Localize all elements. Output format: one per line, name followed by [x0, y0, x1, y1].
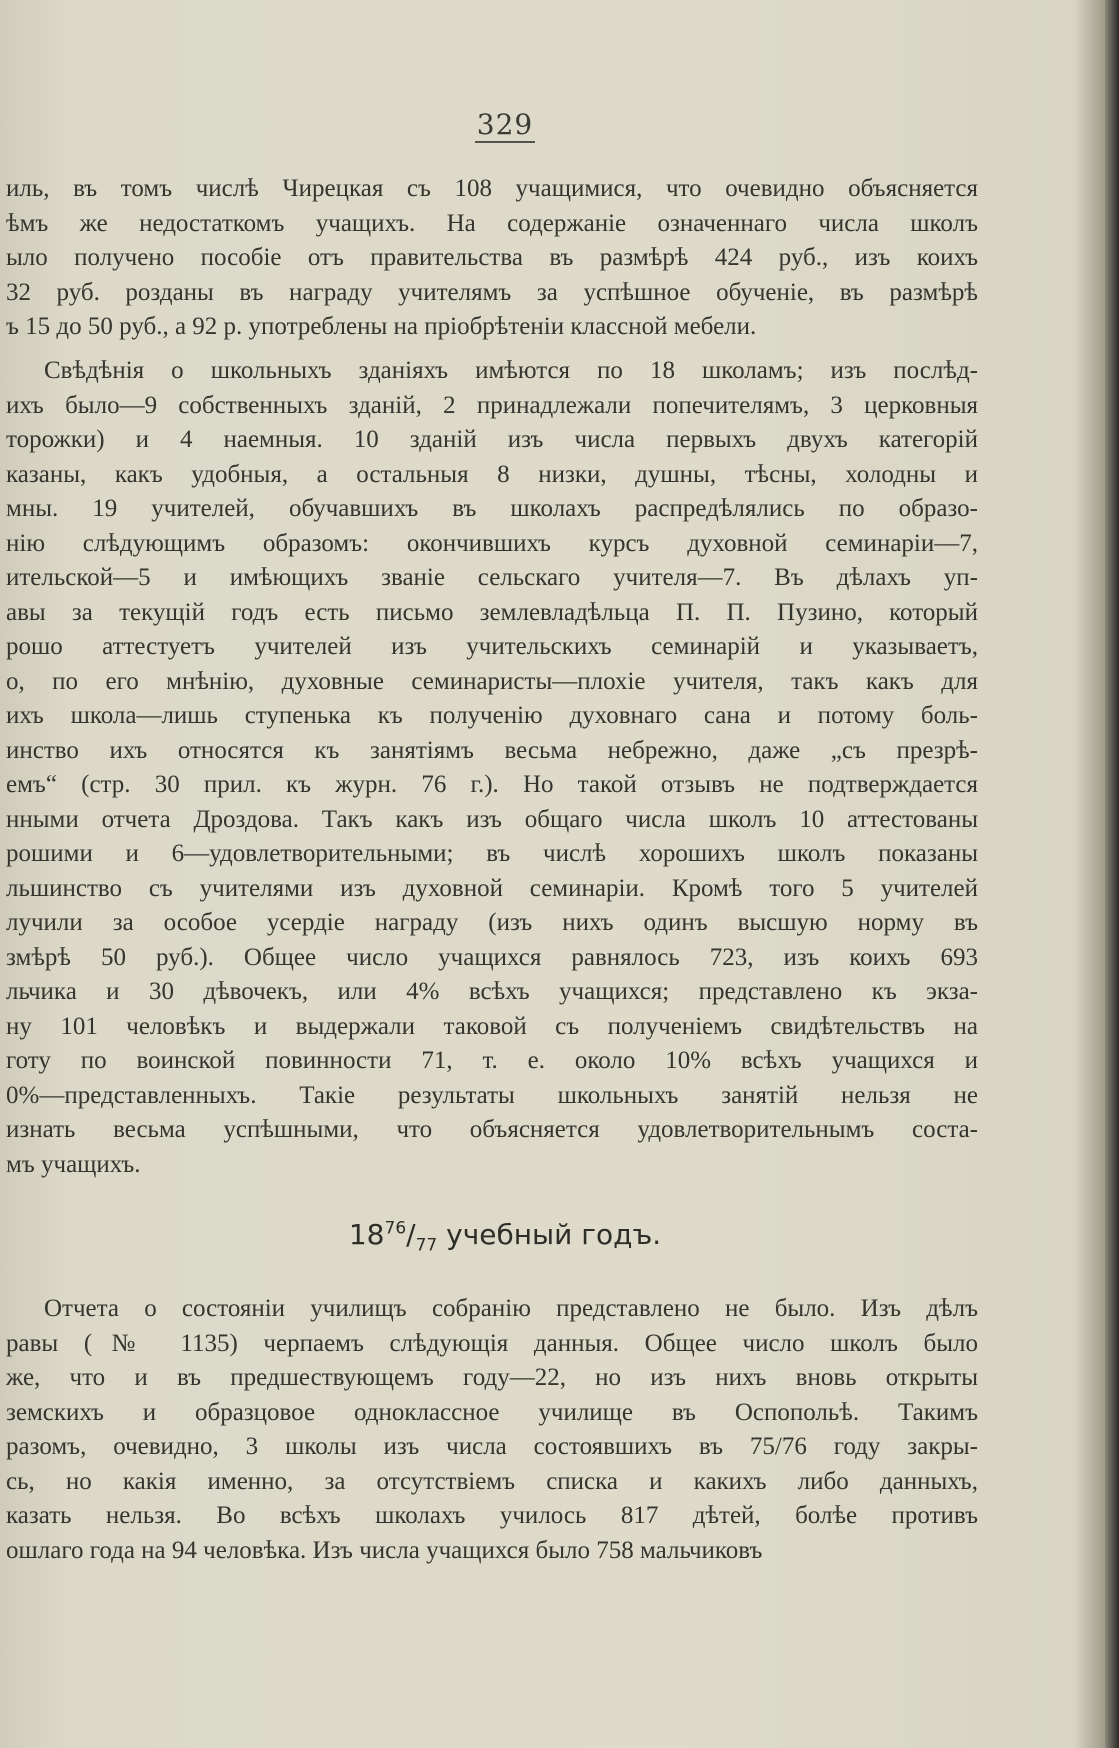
book-gutter-shadow	[1105, 0, 1119, 1748]
text-line: нными отчета Дроздова. Такъ какъ изъ общаго числа школъ 10 аттестованы	[6, 805, 978, 833]
text-line: равы (№ 1135) черпаемъ слѣдующія данныя. Общее число школъ было	[6, 1329, 978, 1357]
text-line: мны. 19 учителей, обучавшихъ въ школахъ распредѣлялись по образо-	[6, 495, 978, 522]
paragraph-2	[6, 354, 978, 1182]
heading-year-sub: 77	[415, 1235, 438, 1256]
text-line: изнать весьма успѣшными, что объясняется удовлетворительнымъ соста-	[6, 1116, 978, 1143]
text-line: 32 руб. розданы въ награду учителямъ за успѣшное обученіе, въ размѣрѣ	[6, 278, 978, 306]
heading-year-sup: 76	[384, 1218, 407, 1239]
text-line: торожки) и 4 наемныя. 10 зданій изъ числа первыхъ двухъ категорій	[6, 426, 978, 453]
text-line: инство ихъ относятся къ занятіямъ весьма небрежно, даже „съ презрѣ-	[6, 736, 978, 764]
text-line: о, по его мнѣнію, духовные семинаристы—плохіе учителя, такъ какъ для	[6, 667, 978, 695]
text-line: рошо аттестуетъ учителей изъ учительскихъ семинарій и указываетъ,	[6, 633, 978, 660]
text-line: ихъ было—9 собственныхъ зданій, 2 принадлежали попечителямъ, 3 церковныя	[6, 391, 978, 419]
text-line: рошими и 6—удовлетворительными; въ числѣ хорошихъ школъ показаны	[6, 840, 978, 867]
paragraph-3	[6, 1292, 978, 1568]
section-heading: $18^{76}/_{77}$ учебный годъ.	[348, 1218, 662, 1256]
text-line: ихъ школа—лишь ступенька къ полученію духовнаго сана и потому боль-	[6, 702, 978, 729]
text-line: емъ“ (стр. 30 прил. къ журн. 76 г.). Но такой отзывъ не подтверждается	[6, 771, 978, 798]
text-line: ну 101 человѣкъ и выдержали таковой съ полученіемъ свидѣтельствъ на	[6, 1012, 978, 1040]
text-line: мъ учащихъ.	[6, 1150, 141, 1178]
text-line: льчика и 30 дѣвочекъ, или 4% всѣхъ учащихся; представлено къ экза-	[6, 978, 978, 1005]
text-line: льшинство съ учителями изъ духовной семинаріи. Кромѣ того 5 учителей	[6, 874, 978, 902]
text-line: казаны, какъ удобныя, а остальныя 8 низки, душны, тѣсны, холодны и	[6, 460, 978, 488]
page-number: 329	[476, 108, 534, 141]
text-line: нію слѣдующимъ образомъ: окончившихъ курсъ духовной семинаріи—7,	[6, 529, 978, 557]
text-line: Свѣдѣнія о школьныхъ зданіяхъ имѣются по 18 школамъ; изъ послѣд-	[44, 357, 978, 384]
text-line: иль, въ томъ числѣ Чирецкая съ 108 учащимися, что очевидно объясняется	[6, 175, 978, 202]
heading-year: 18	[348, 1218, 385, 1251]
text-line: ыло получено пособіе отъ правительства въ размѣрѣ 424 руб., изъ коихъ	[6, 244, 978, 271]
text-line: ошлаго года на 94 человѣка. Изъ числа учащихся было 758 мальчиковъ	[6, 1536, 763, 1564]
text-line: 0%—представленныхъ. Такіе результаты школьныхъ занятій нельзя не	[6, 1081, 978, 1109]
text-line: готу по воинской повинности 71, т. е. около 10% всѣхъ учащихся и	[6, 1047, 978, 1074]
text-line: ительской—5 и имѣющихъ званіе сельскаго учителя—7. Въ дѣлахъ уп-	[6, 564, 978, 591]
text-line: авы за текущій годъ есть письмо землевладѣльца П. П. Пузино, который	[6, 598, 978, 626]
paragraph-1	[6, 172, 978, 345]
text-line: разомъ, очевидно, 3 школы изъ числа состоявшихъ въ 75/76 году закры-	[6, 1433, 978, 1460]
text-line: казать нельзя. Во всѣхъ школахъ училось 817 дѣтей, болѣе противъ	[6, 1502, 978, 1529]
text-line: же, что и въ предшествующемъ году—22, но изъ нихъ вновь открыты	[6, 1364, 978, 1391]
text-line: земскихъ и образцовое одноклассное училище въ Оспопольѣ. Такимъ	[6, 1398, 978, 1426]
text-line: сь, но какія именно, за отсутствіемъ списка и какихъ либо данныхъ,	[6, 1467, 978, 1495]
heading-text: учебный годъ.	[446, 1218, 662, 1251]
text-line: лучили за особое усердіе награду (изъ нихъ одинъ высшую норму въ	[6, 909, 978, 936]
text-line: Отчета о состояніи училищъ собранію представлено не было. Изъ дѣлъ	[44, 1295, 978, 1322]
text-line: ѣмъ же недостаткомъ учащихъ. На содержаніе означеннаго числа школъ	[6, 209, 978, 237]
text-line: змѣрѣ 50 руб.). Общее число учащихся равнялось 723, изъ коихъ 693	[6, 943, 978, 971]
text-line: ъ 15 до 50 руб., а 92 р. употреблены на пріобрѣтеніи классной мебели.	[6, 313, 757, 340]
